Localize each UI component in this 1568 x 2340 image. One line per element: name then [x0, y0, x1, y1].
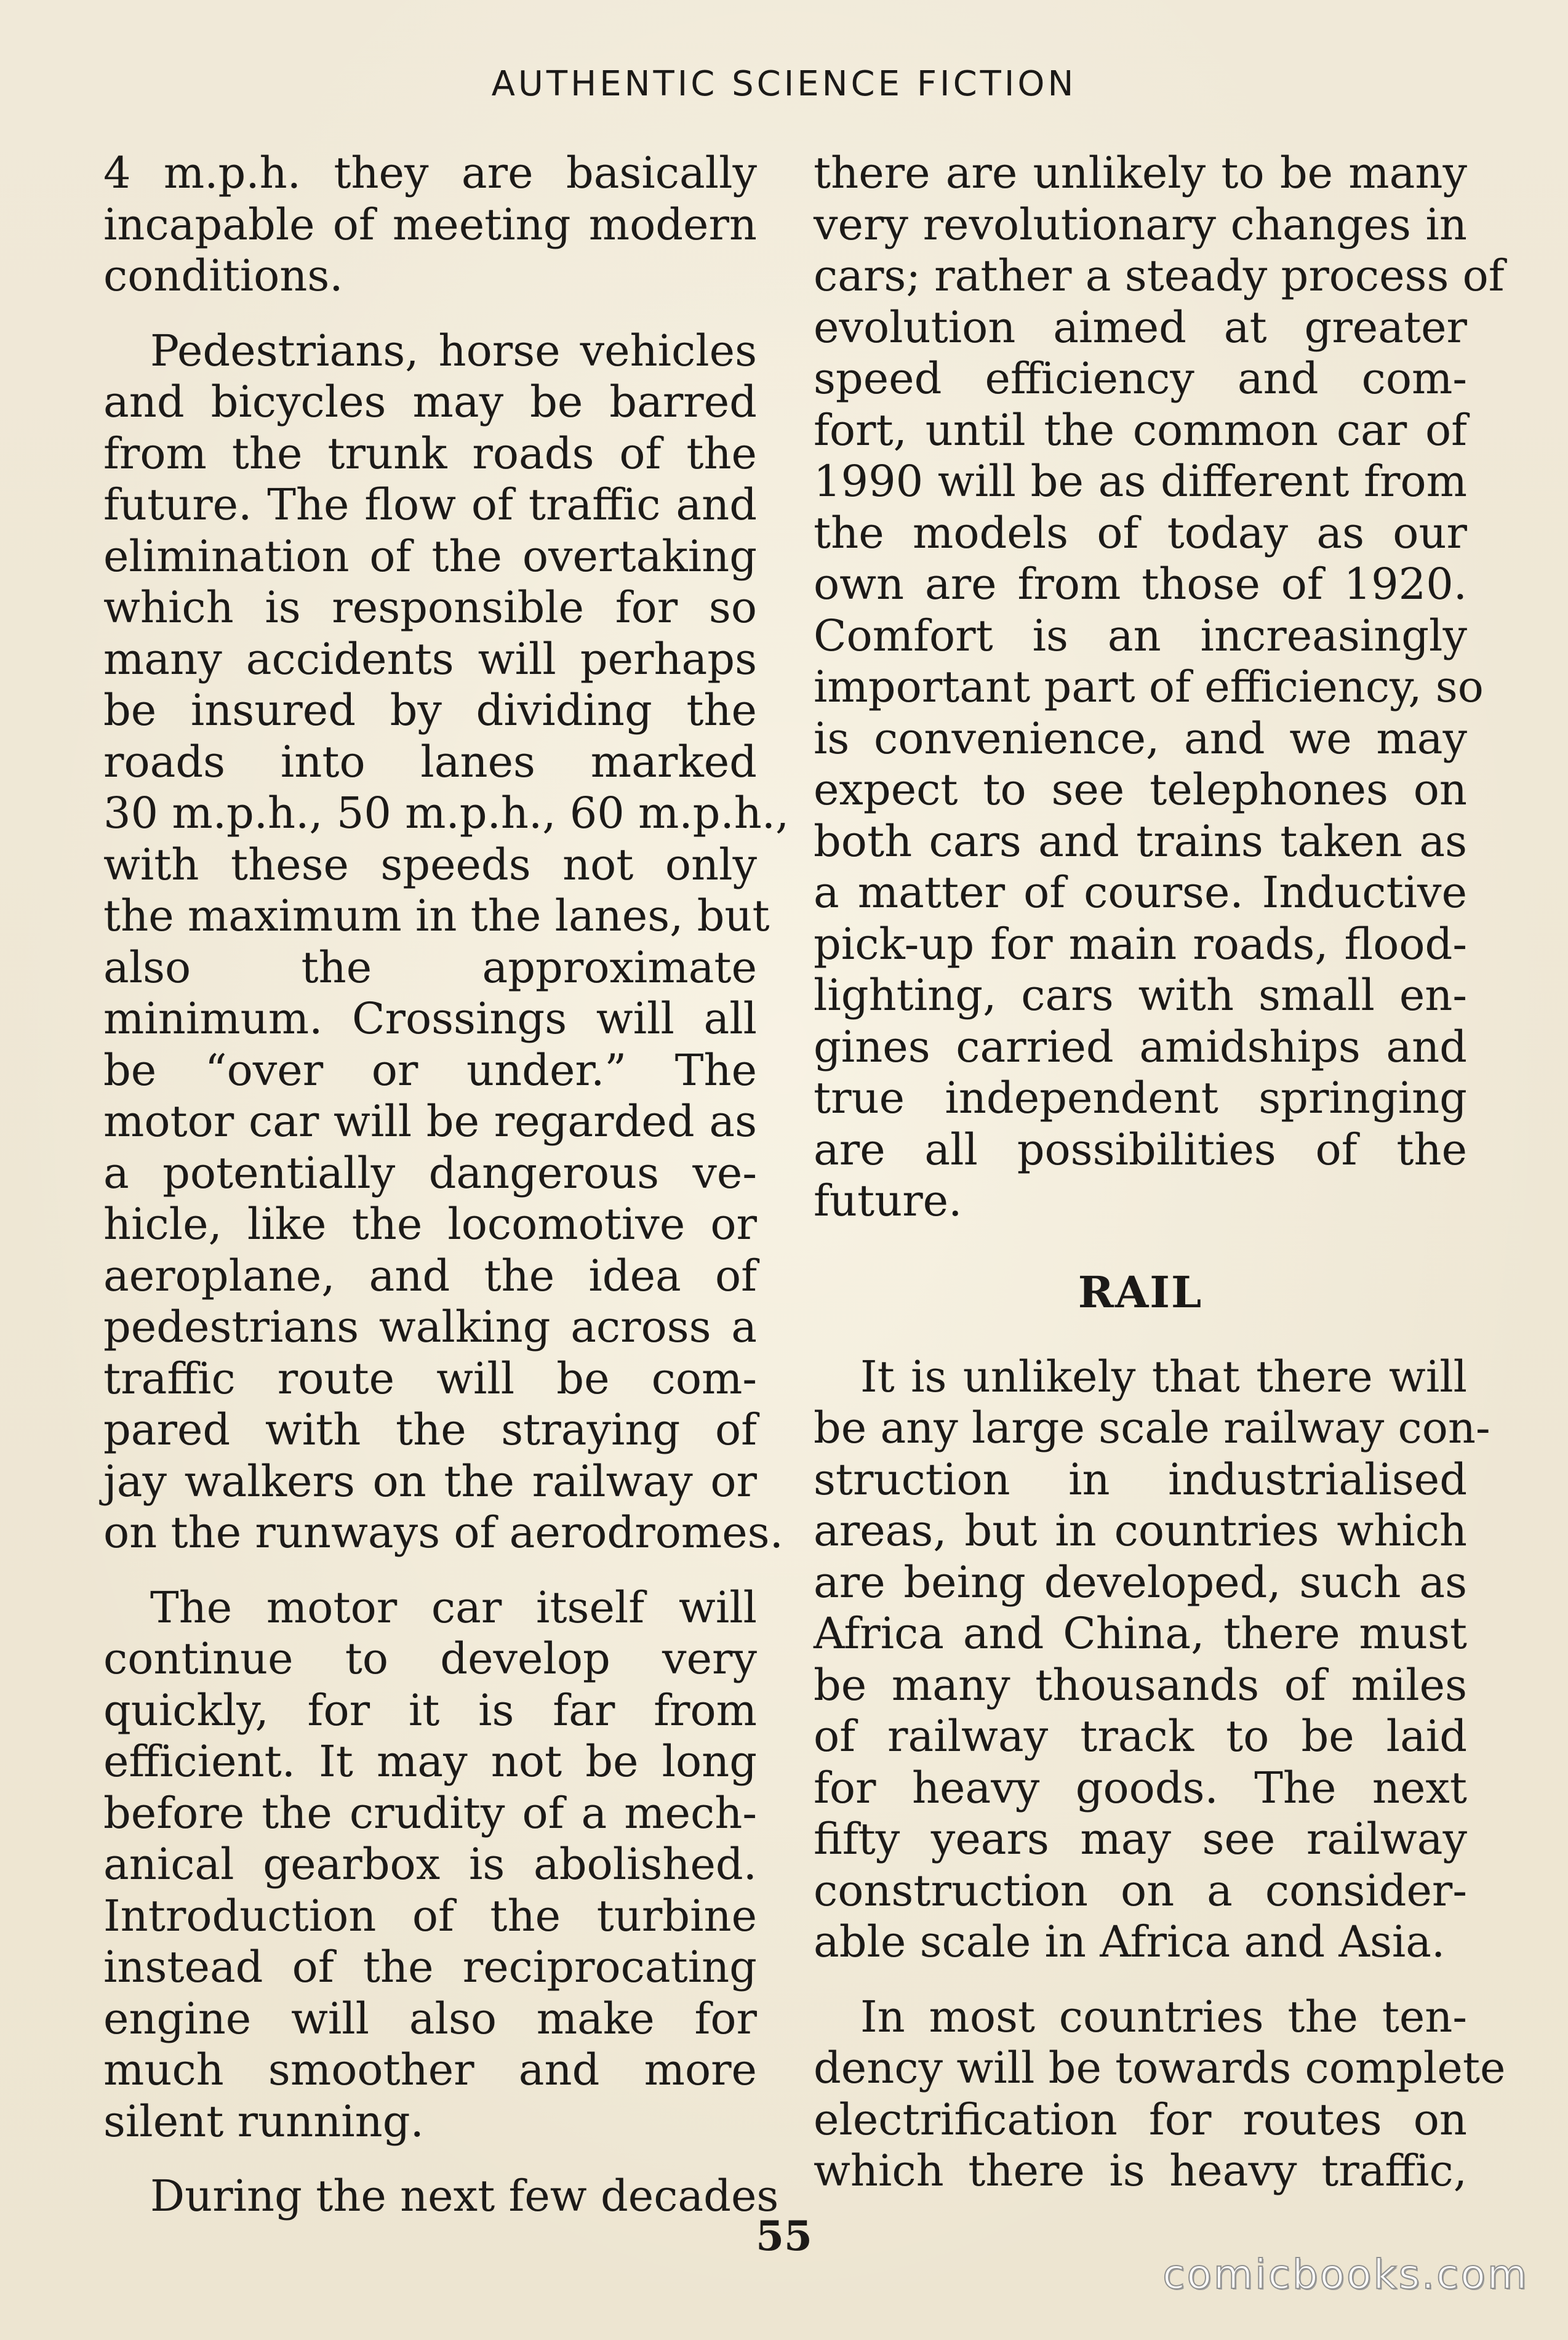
text-line: true independent springing [814, 1073, 1467, 1123]
text-line: anical gearbox is abolished. [103, 1839, 757, 1889]
paragraph [814, 1991, 1506, 2197]
text-line: own are from those of 1920. [814, 559, 1467, 609]
text-line: lighting, cars with small en- [814, 970, 1467, 1020]
text-line: It is unlikely that there will [860, 1351, 1467, 1402]
text-line: future. The flow of traffic and [103, 479, 757, 530]
text-line: fort, until the common car of [814, 404, 1467, 455]
text-line: hicle, like the locomotive or [103, 1199, 757, 1249]
text-line: instead of the reciprocating [103, 1942, 757, 1992]
text-line: much smoother and more [103, 2045, 757, 2095]
text-line: of railway track to be laid [814, 1711, 1467, 1761]
text-line: and bicycles may be barred [103, 377, 757, 427]
text-line: the models of today as our [814, 507, 1467, 558]
text-line: able scale in Africa and Asia. [814, 1917, 1446, 1967]
right-column [814, 148, 1506, 2197]
text-line: Africa and China, there must [814, 1608, 1467, 1659]
text-line: on the runways of aerodromes. [103, 1507, 783, 1558]
text-line: expect to see telephones on [814, 764, 1467, 815]
text-line: be any large scale railway con- [814, 1403, 1490, 1453]
text-line: is convenience, and we may [814, 713, 1467, 764]
text-line: are all possibilities of the [814, 1124, 1467, 1175]
paragraph [103, 1582, 757, 2148]
text-line: During the next few decades [150, 2171, 779, 2221]
text-line: areas, but in countries which [814, 1505, 1467, 1556]
text-line: engine will also make for [103, 1993, 757, 2044]
text-line: 4 m.p.h. they are basically [103, 148, 757, 198]
text-line: jay walkers on the railway or [103, 1456, 757, 1507]
text-line: minimum. Crossings will all [103, 993, 757, 1044]
text-line: Pedestrians, horse vehicles [150, 325, 757, 376]
text-line: fifty years may see railway [814, 1814, 1467, 1864]
text-line: traffic route will be com- [103, 1353, 757, 1404]
running-head: AUTHENTIC SCIENCE FICTION [491, 64, 1077, 104]
text-line: pedestrians walking across a [103, 1302, 757, 1352]
text-line: electrification for routes on [814, 2094, 1467, 2145]
text-line: Introduction of the turbine [103, 1890, 757, 1941]
text-line: important part of efficiency, so [814, 662, 1484, 712]
text-line: be “over or under.” The [103, 1044, 757, 1096]
text-line: pick-up for main roads, flood- [814, 918, 1467, 969]
page-number: 55 [756, 2212, 812, 2260]
text-line: The motor car itself will [150, 1582, 757, 1633]
text-line: 30 m.p.h., 50 m.p.h., 60 m.p.h., [103, 788, 790, 838]
text-line: before the crudity of a mech- [103, 1787, 757, 1838]
text-line: a matter of course. Inductive [814, 867, 1467, 918]
text-line: silent running. [103, 2096, 424, 2147]
text-line: pared with the straying of [103, 1404, 757, 1455]
text-line: there are unlikely to be many [814, 148, 1467, 198]
text-line: also the approximate [103, 942, 757, 993]
paragraph [814, 148, 1505, 1227]
left-column [103, 148, 790, 2222]
text-line: 1990 will be as different from [814, 456, 1467, 507]
text-line: with these speeds not only [103, 839, 757, 890]
text-line: both cars and trains taken as [814, 815, 1467, 867]
text-line: cars; rather a steady process of [814, 250, 1505, 301]
text-line: gines carried amidships and [814, 1021, 1467, 1072]
text-line: which is responsible for so [103, 582, 757, 633]
text-line: motor car will be regarded as [103, 1096, 757, 1147]
text-line: which there is heavy traffic, [814, 2146, 1467, 2196]
text-line: are being developed, such as [814, 1557, 1467, 1608]
text-line: aeroplane, and the idea of [103, 1250, 757, 1301]
text-line: quickly, for it is far from [103, 1685, 757, 1736]
paragraph [103, 148, 757, 302]
paragraph [103, 325, 790, 1559]
text-line: struction in industrialised [814, 1454, 1467, 1505]
text-line: In most countries the ten- [860, 1991, 1467, 2042]
paragraph [814, 1351, 1490, 1968]
text-line: a potentially dangerous ve- [103, 1147, 757, 1198]
text-line: for heavy goods. The next [814, 1762, 1467, 1813]
text-line: efficient. It may not be long [103, 1736, 757, 1787]
text-line: future. [814, 1176, 962, 1226]
text-line: very revolutionary changes in [814, 199, 1467, 250]
text-line: continue to develop very [103, 1633, 757, 1684]
text-line: speed efficiency and com- [814, 353, 1467, 404]
text-line: roads into lanes marked [103, 736, 757, 787]
text-line: many accidents will perhaps [103, 633, 757, 684]
text-line: Comfort is an increasingly [814, 610, 1467, 661]
text-line: the maximum in the lanes, but [103, 891, 770, 941]
text-line: be many thousands of miles [814, 1659, 1467, 1710]
text-line: be insured by dividing the [103, 685, 757, 735]
text-line: from the trunk roads of the [103, 428, 757, 479]
watermark: comicbooks.com [1162, 2251, 1529, 2298]
text-line: elimination of the overtaking [103, 531, 757, 582]
text-line: construction on a consider- [814, 1865, 1467, 1916]
text-line: dency will be towards complete [814, 2043, 1506, 2093]
section-heading: RAIL [1078, 1266, 1203, 1318]
text-line: evolution aimed at greater [814, 302, 1467, 353]
text-line: conditions. [103, 250, 343, 301]
text-line: incapable of meeting modern [103, 199, 757, 250]
